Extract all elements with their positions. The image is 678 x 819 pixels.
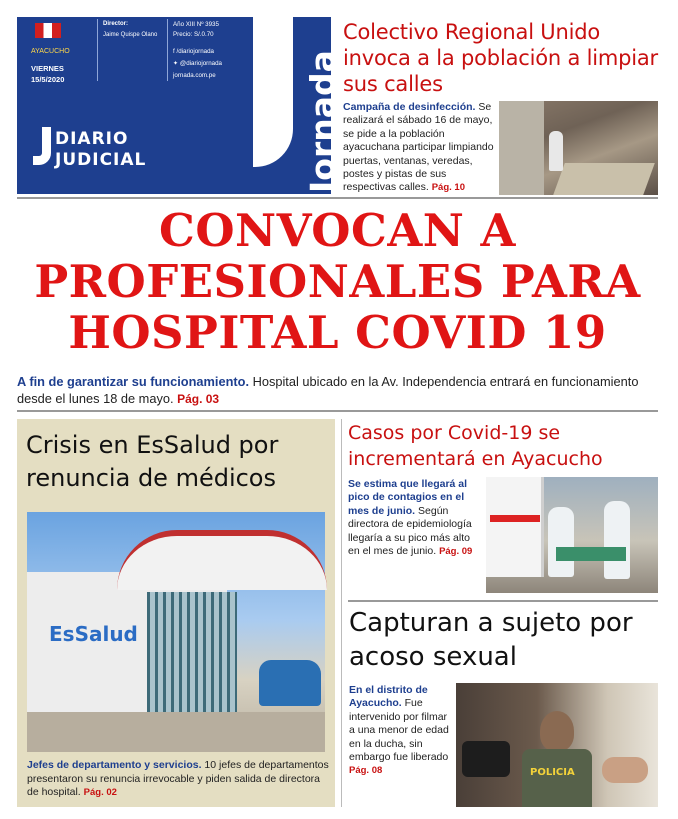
police-vest <box>522 749 592 807</box>
capture-text <box>349 684 453 778</box>
top-story-headline[interactable]: Colectivo Regional Unido invoca a la población a limpiar sus calles <box>343 20 658 96</box>
masthead <box>17 17 342 194</box>
facebook-text: /diariojornada <box>176 48 214 55</box>
masthead-divider <box>97 19 98 81</box>
essalud-building-photo <box>27 512 325 752</box>
section-divider <box>17 410 658 412</box>
covid-kicker: Se estima que llegará al pico de contagios en el mes de junio. <box>348 478 468 517</box>
essalud-photo-logo: EsSalud <box>49 622 138 646</box>
masthead-divider <box>167 19 168 81</box>
essalud-page-ref[interactable]: Pág. 02 <box>83 787 117 799</box>
masthead-date: 15/5/2020 <box>31 75 65 84</box>
covid-text <box>348 478 480 558</box>
lead-deck <box>17 373 658 408</box>
lead-headline-line3: HOSPITAL COVID 19 <box>68 306 607 359</box>
top-story-page-ref[interactable]: Pág. 10 <box>431 182 465 194</box>
essalud-headline[interactable]: Crisis en EsSalud por renuncia de médicos <box>26 431 279 492</box>
brand-name: Jornada <box>303 50 342 193</box>
police-vest-text: POLICIA <box>530 767 575 778</box>
street-disinfection-photo <box>499 101 658 195</box>
twitter-icon: ✦ <box>173 60 179 67</box>
website-text: jornada.com.pe <box>173 72 216 79</box>
essalud-text <box>27 759 329 800</box>
peru-flag-icon <box>35 23 61 38</box>
covid-page-ref[interactable]: Pág. 09 <box>439 546 473 558</box>
camera-in-photo <box>462 741 510 777</box>
lead-headline-line2: PROFESIONALES PARA <box>34 255 641 308</box>
ambulance-photo <box>486 477 658 593</box>
covid-headline[interactable]: Casos por Covid-19 se incrementará en Ayacucho <box>348 422 603 470</box>
column-divider <box>341 419 342 807</box>
covid-body: Según directora de epidemiología llegaría a su pico más alto en el mes de junio. <box>348 504 472 558</box>
issue-number: Año XIII Nº 3935 <box>173 21 219 28</box>
essalud-story-box <box>17 419 335 807</box>
lead-body: Hospital ubicado en la Av. Independencia entrará en funcionamiento desde el lunes 18 de mayo. <box>17 374 639 406</box>
lead-page-ref[interactable]: Pág. 03 <box>177 392 220 406</box>
essalud-kicker: Jefes de departamento y servicios. <box>27 759 202 771</box>
top-story-kicker: Campaña de desinfección. <box>343 101 476 113</box>
capture-kicker: En el distrito de Ayacucho. <box>349 684 428 710</box>
logo-line2: JUDICIAL <box>55 150 147 170</box>
twitter-text: @diariojornada <box>179 60 222 67</box>
jornada-big-j-logo <box>207 17 293 192</box>
top-story-text <box>343 101 495 195</box>
director-label: Director: <box>103 21 129 27</box>
top-story-body: Se realizará el sábado 16 de mayo, se pide a la población ayacuchana participar limpiando puertas, ventanas, veredas, postes y pistas de sus respectivas calles. <box>343 101 494 194</box>
masthead-city: AYACUCHO <box>31 48 70 55</box>
logo-j-mark <box>33 127 51 165</box>
lead-headline[interactable] <box>17 205 658 358</box>
section-divider <box>348 600 658 602</box>
police-arrest-photo <box>456 683 658 807</box>
facebook-icon: f <box>173 48 175 55</box>
essalud-body: 10 jefes de departamentos presentaron su renuncia irrevocable y piden salida de directora de hospital. <box>27 759 329 799</box>
issue-price: Precio: S/.0.70 <box>173 31 214 38</box>
logo-line1: DIARIO <box>55 129 129 149</box>
lead-kicker: A fin de garantizar su funcionamiento. <box>17 374 250 389</box>
capture-headline[interactable]: Capturan a sujeto por acoso sexual <box>349 608 633 672</box>
masthead-day: VIERNES <box>31 64 64 73</box>
section-divider <box>17 197 658 199</box>
capture-body: Fue intervenido por filmar a una menor de edad en la ducha, sin embargo fue liberado <box>349 697 449 764</box>
director-name: Jaime Quispe Olano <box>103 32 158 38</box>
car-in-photo <box>259 660 321 706</box>
capture-page-ref[interactable]: Pág. 08 <box>349 765 383 777</box>
lead-headline-line1: CONVOCAN A <box>159 204 516 257</box>
